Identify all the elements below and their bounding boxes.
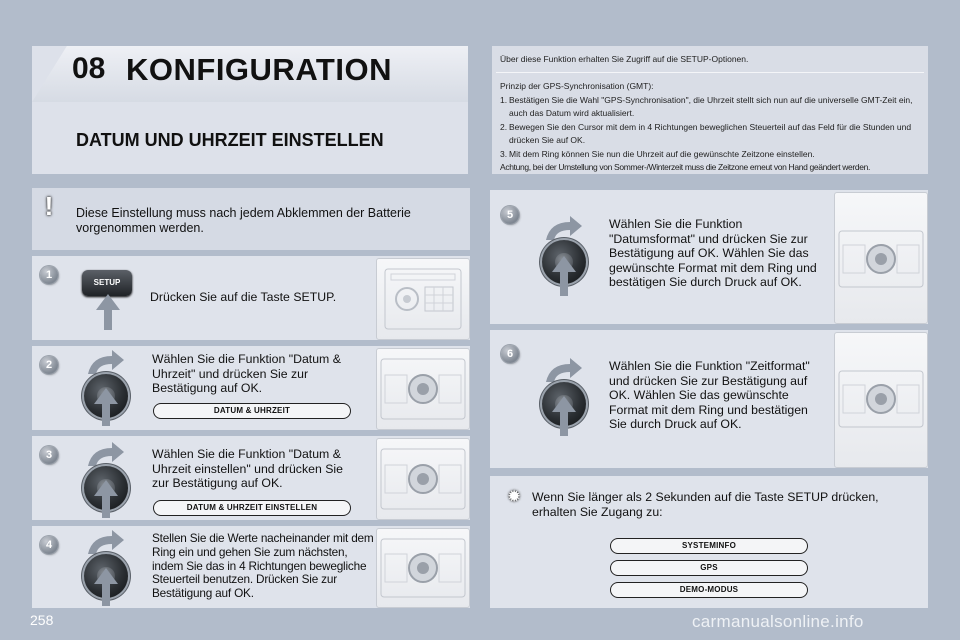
rotate-arrow-icon (82, 350, 126, 376)
info-note: Achtung, bei der Umstellung von Sommer-/Winterzeit muss die Zeitzone erneut von Hand geändert werden. (500, 162, 871, 172)
chapter-number: 08 (72, 52, 106, 85)
rotate-arrow-icon (82, 530, 126, 556)
step-badge-4: 4 (40, 536, 58, 554)
info-divider (496, 72, 924, 73)
step-badge-5: 5 (501, 206, 519, 224)
step-4-text: Stellen Sie die Werte nacheinander mit dem Ring ein und gehen Sie zum nächsten, indem Sie das in 4 Richtungen bewegliche Steuerteil benutzen. Drücken Sie zur Bestätigung auf OK. (152, 531, 374, 601)
info-step: 3. Mit dem Ring können Sie nun die Uhrzeit auf die gewünschte Zeitzone einstellen. (500, 148, 815, 159)
info-intro: Über diese Funktion erhalten Sie Zugriff auf die SETUP-Optionen. (500, 54, 749, 64)
lightbulb-icon: ✹ (507, 487, 522, 506)
radio-panel-drawing (377, 439, 469, 519)
menu-pill-datum-uhrzeit[interactable]: DATUM & UHRZEIT (153, 403, 351, 419)
radio-panel-image (834, 332, 928, 468)
rotate-arrow-icon (540, 358, 584, 384)
page-number: 258 (30, 612, 54, 628)
arrow-up-icon (94, 388, 118, 426)
arrow-up-icon (552, 256, 576, 296)
watermark: carmanualsonline.info (692, 612, 864, 631)
radio-panel-drawing (377, 349, 469, 429)
info-step: 1. Bestätigen Sie die Wahl "GPS-Synchronisation", die Uhrzeit stellt sich nun auf die universelle GMT-Zeit ein, auch das Datum wird aktualisiert. (500, 94, 913, 118)
step-badge-3: 3 (40, 446, 58, 464)
option-pill-systeminfo[interactable]: SYSTEMINFO (610, 538, 808, 554)
step-2-text: Wählen Sie die Funktion "Datum & Uhrzeit" und drücken Sie zur Bestätigung auf OK. (152, 352, 341, 395)
step-5-text: Wählen Sie die Funktion "Datumsformat" und drücken Sie zur Bestätigung auf OK. Wählen Sie das gewünschte Format mit dem Ring und bestätigen Sie durch Druck auf OK. (609, 217, 817, 289)
tip-text: Wenn Sie länger als 2 Sekunden auf die Taste SETUP drücken, erhalten Sie Zugang zu: (532, 490, 879, 519)
arrow-up-icon (552, 396, 576, 436)
radio-panel-image (376, 348, 470, 430)
radio-panel-image (376, 438, 470, 520)
step-6-text: Wählen Sie die Funktion "Zeitformat" und drücken Sie zur Bestätigung auf OK. Wählen Sie das gewünschte Format mit dem Ring und bestätigen Sie durch Druck auf OK. (609, 359, 810, 431)
warning-text: Diese Einstellung muss nach jedem Abklemmen der Batterie vorgenommen werden. (76, 206, 411, 235)
radio-panel-drawing (377, 529, 469, 607)
chapter-title: KONFIGURATION (126, 52, 392, 87)
menu-pill-datum-uhrzeit-einstellen[interactable]: DATUM & UHRZEIT EINSTELLEN (153, 500, 351, 516)
step-3-text: Wählen Sie die Funktion "Datum & Uhrzeit einstellen" und drücken Sie zur Bestätigung auf OK. (152, 447, 343, 490)
info-body (500, 80, 924, 175)
arrow-up-icon (94, 568, 118, 606)
setup-button[interactable]: SETUP (82, 270, 132, 296)
radio-panel-drawing (835, 333, 927, 467)
info-step: 2. Bewegen Sie den Cursor mit dem in 4 Richtungen beweglichen Steuerteil auf das Feld für die Stunden und drücken Sie auf OK. (500, 121, 912, 145)
radio-panel-drawing (835, 193, 927, 323)
rotate-arrow-icon (540, 216, 584, 242)
step-badge-2: 2 (40, 356, 58, 374)
radio-panel-image (834, 192, 928, 324)
arrow-up-icon (94, 480, 118, 518)
radio-panel-image (376, 528, 470, 608)
arrow-up-icon (96, 294, 120, 330)
radio-panel-image (376, 258, 470, 340)
info-principle-title: Prinzip der GPS-Synchronisation (GMT): (500, 81, 654, 91)
rotate-arrow-icon (82, 442, 126, 468)
step-badge-1: 1 (40, 266, 58, 284)
radio-panel-drawing (377, 259, 469, 339)
step-badge-6: 6 (501, 345, 519, 363)
option-pill-demo-modus[interactable]: DEMO-MODUS (610, 582, 808, 598)
step-1-text: Drücken Sie auf die Taste SETUP. (150, 290, 337, 304)
option-pill-gps[interactable]: GPS (610, 560, 808, 576)
exclamation-icon: ! (44, 191, 54, 221)
section-title: DATUM UND UHRZEIT EINSTELLEN (76, 130, 384, 150)
